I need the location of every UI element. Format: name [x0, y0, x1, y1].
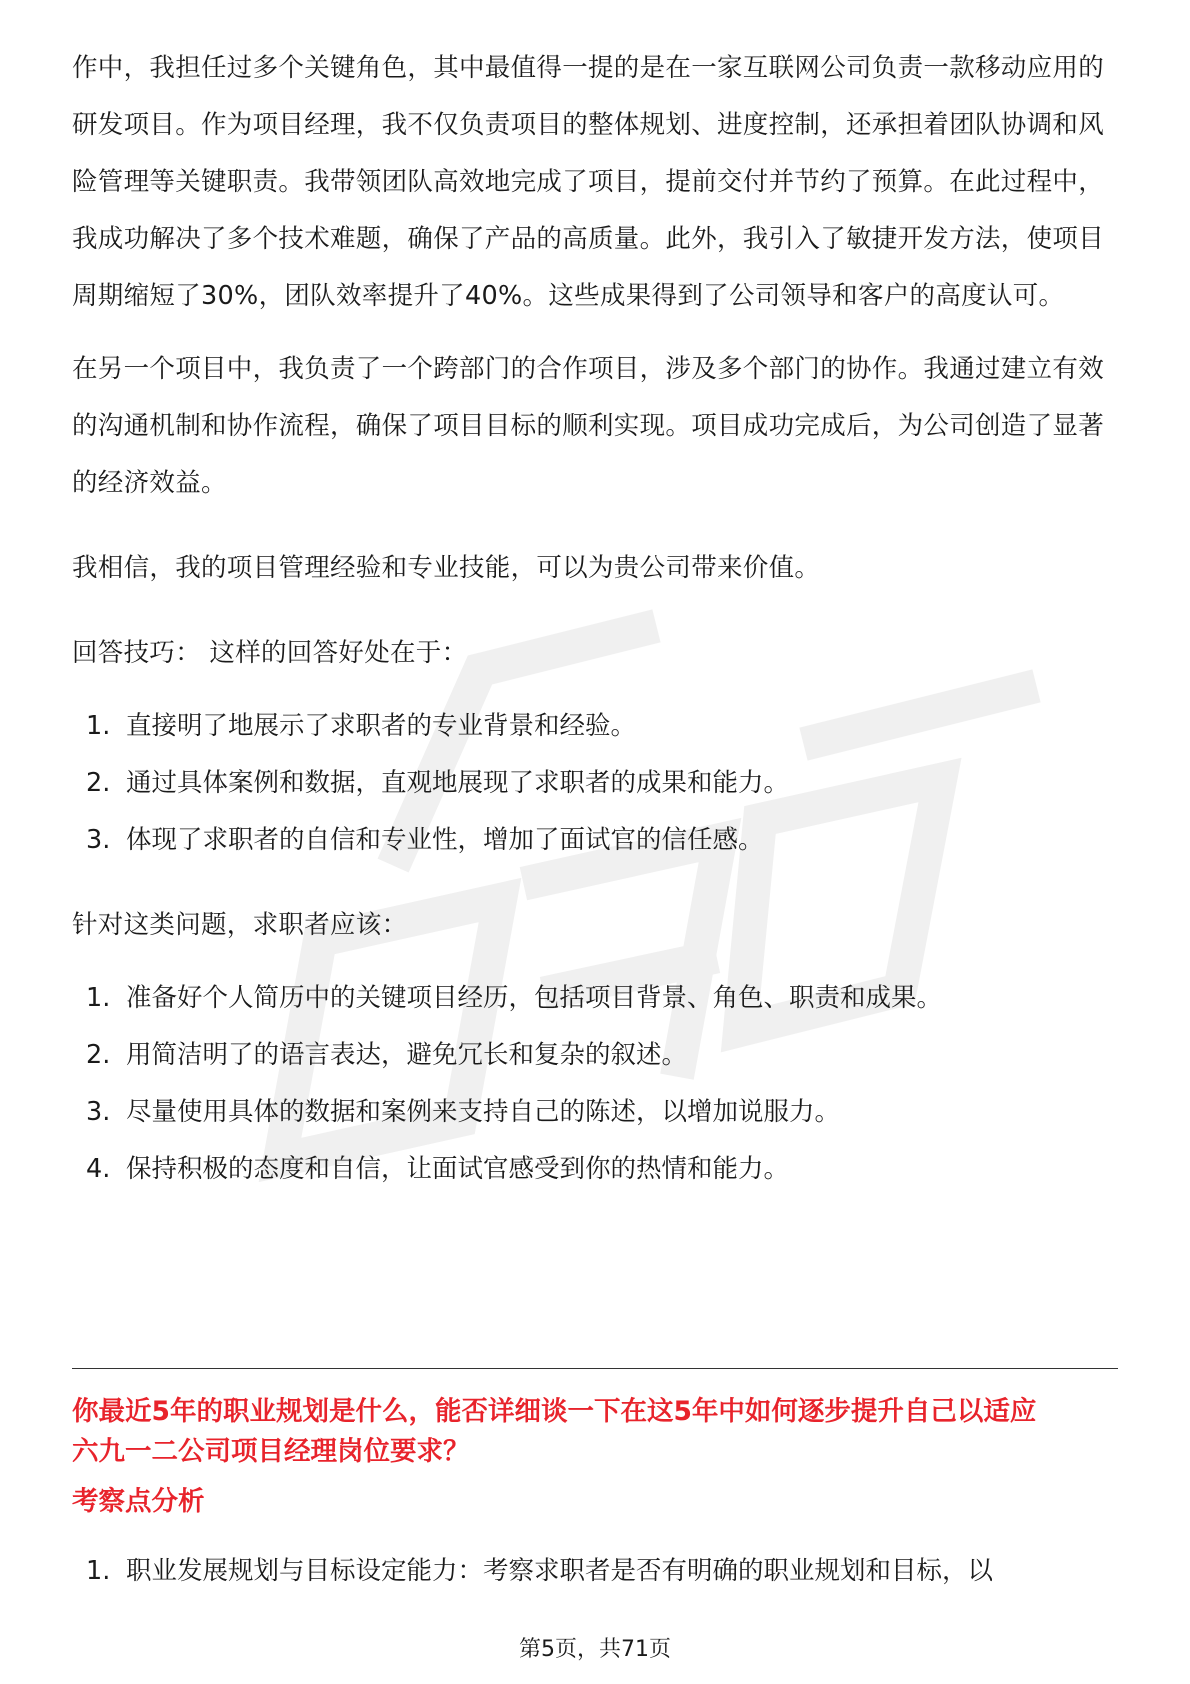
tips-list	[72, 698, 1118, 869]
list-item	[72, 1084, 1118, 1141]
list-text: 准备好个人简历中的关键项目经历，包括项目背景、角色、职责和成果。	[126, 983, 943, 1013]
list-number: 3.	[86, 825, 111, 855]
list-number: 2.	[86, 1040, 111, 1070]
analysis-list	[72, 1543, 1118, 1600]
list-number: 1.	[86, 1556, 111, 1586]
list-text: 体现了求职者的自信和专业性，增加了面试官的信任感。	[126, 825, 764, 855]
interview-question	[72, 1392, 1132, 1472]
list-item	[72, 1027, 1118, 1084]
tips-heading: 回答技巧： 这样的回答好处在于：	[72, 638, 468, 668]
list-item	[72, 812, 1118, 869]
list-number: 4.	[86, 1154, 111, 1184]
list-number: 1.	[86, 983, 111, 1013]
list-item	[72, 1543, 1118, 1600]
paragraph-project-experience: 作中，我担任过多个关键角色，其中最值得一提的是在一家互联网公司负责一款移动应用的研发项目。作为项目经理，我不仅负责项目的整体规划、进度控制，还承担着团队协调和风险管理等关键职责。我带领团队高效地完成了项目，提前交付并节约了预算。在此过程中，我成功解决了多个技术难题，确保了产品的高质量。此外，我引入了敏捷开发方法，使项目周期缩短了30%，团队效率提升了40%。这些成果得到了公司领导和客户的高度认可。	[72, 53, 1105, 311]
question-line-1: 你最近5年的职业规划是什么，能否详细谈一下在这5年中如何逐步提升自己以适应	[72, 1396, 1037, 1427]
list-number: 1.	[86, 711, 111, 741]
paragraph-conclusion: 我相信，我的项目管理经验和专业技能，可以为贵公司带来价值。	[72, 553, 821, 583]
list-text: 尽量使用具体的数据和案例来支持自己的陈述，以增加说服力。	[126, 1097, 841, 1127]
list-text: 保持积极的态度和自信，让面试官感受到你的热情和能力。	[126, 1154, 790, 1184]
advice-heading: 针对这类问题，求职者应该：	[72, 910, 408, 940]
list-text: 用简洁明了的语言表达，避免冗长和复杂的叙述。	[126, 1040, 688, 1070]
list-item	[72, 698, 1118, 755]
list-text: 职业发展规划与目标设定能力：考察求职者是否有明确的职业规划和目标，以	[126, 1556, 994, 1586]
list-text: 直接明了地展示了求职者的专业背景和经验。	[126, 711, 637, 741]
list-number: 3.	[86, 1097, 111, 1127]
list-item	[72, 1141, 1118, 1198]
advice-list	[72, 970, 1118, 1198]
question-line-2: 六九一二公司项目经理岗位要求？	[72, 1436, 470, 1467]
analysis-heading: 考察点分析	[72, 1486, 205, 1517]
paragraph-cross-department: 在另一个项目中，我负责了一个跨部门的合作项目，涉及多个部门的协作。我通过建立有效的沟通机制和协作流程，确保了项目目标的顺利实现。项目成功完成后，为公司创造了显著的经济效益。	[72, 354, 1105, 498]
list-text: 通过具体案例和数据，直观地展现了求职者的成果和能力。	[126, 768, 790, 798]
section-divider	[72, 1368, 1118, 1369]
list-number: 2.	[86, 768, 111, 798]
page-footer: 第5页，共71页	[519, 1637, 671, 1662]
list-item	[72, 970, 1118, 1027]
list-item	[72, 755, 1118, 812]
